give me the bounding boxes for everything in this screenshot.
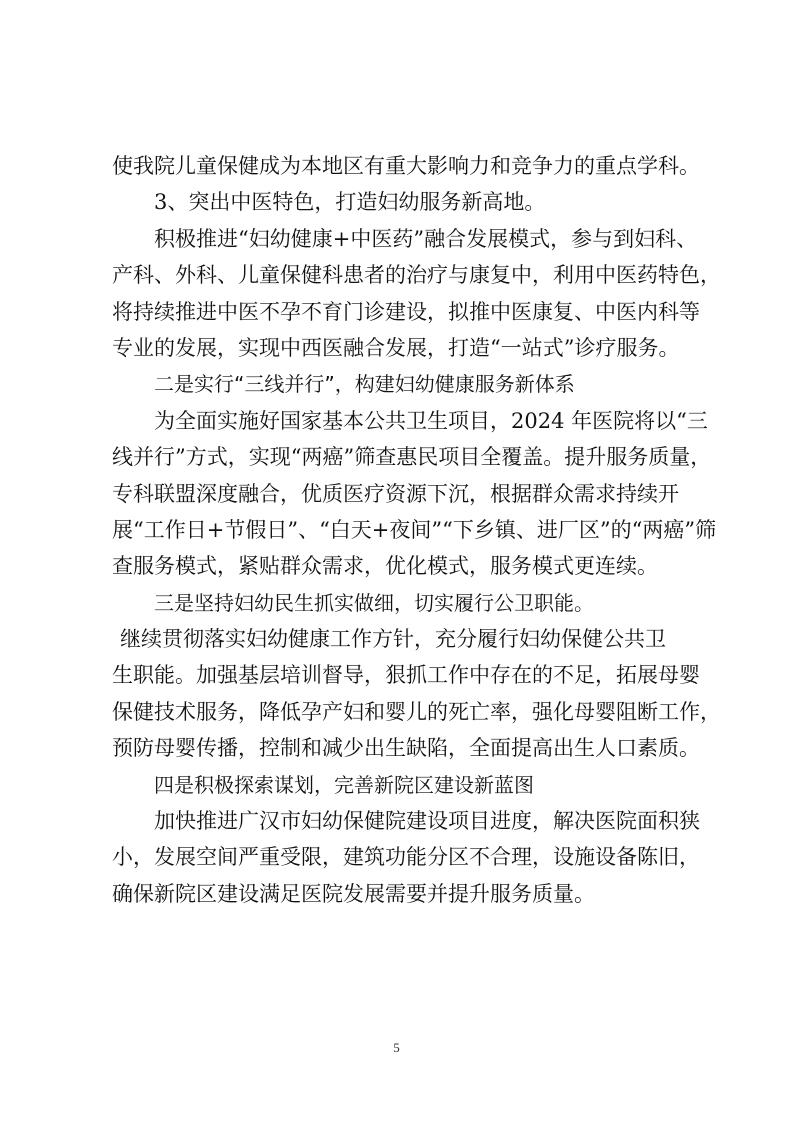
- section-heading: 3、突出中医特色，打造妇幼服务新高地。: [154, 190, 546, 215]
- text-line: 线并行”方式，实现“两癌”筛查惠民项目全覆盖。提升服务质量，: [112, 445, 712, 470]
- text-line: 继续贯彻落实妇幼健康工作方针，充分履行妇幼保健公共卫: [120, 627, 666, 652]
- text-line: 确保新院区建设满足医院发展需要并提升服务质量。: [112, 881, 595, 906]
- section-heading: 二是实行“三线并行”，构建妇幼健康服务新体系: [154, 372, 575, 397]
- text-line: 小，发展空间严重受限，建筑功能分区不合理，设施设备陈旧，: [112, 845, 700, 870]
- text-line: 预防母婴传播，控制和减少出生缺陷，全面提高出生人口素质。: [112, 736, 700, 761]
- text-line: 专科联盟深度融合，优质医疗资源下沉，根据群众需求持续开: [112, 481, 679, 506]
- body-text: [112, 148, 721, 912]
- section-heading: 三是坚持妇幼民生抓实做细，切实履行公卫职能。: [154, 590, 594, 615]
- text-line: 专业的发展，实现中西医融合发展，打造“一站式”诊疗服务。: [112, 335, 680, 360]
- section-heading: 四是积极探索谋划，完善新院区建设新蓝图: [154, 772, 534, 797]
- text-line: 加快推进广汉市妇幼保健院建设项目进度，解决医院面积狭: [154, 809, 700, 834]
- text-line: 生职能。加强基层培训督导，狠抓工作中存在的不足，拓展母婴: [112, 663, 700, 688]
- page-number: 5: [393, 1040, 400, 1055]
- text-line: 为全面实施好国家基本公共卫生项目，2024 年医院将以“三: [154, 408, 708, 433]
- text-line: 积极推进“妇幼健康+中医药”融合发展模式，参与到妇科、: [154, 226, 698, 251]
- text-line: 将持续推进中医不孕不育门诊建设，拟推中医康复、中医内科等: [112, 299, 700, 324]
- text-line: 使我院儿童保健成为本地区有重大影响力和竞争力的重点学科。: [112, 154, 700, 178]
- text-line: 保健技术服务，降低孕产妇和婴儿的死亡率，强化母婴阻断工作，: [112, 699, 721, 724]
- text-line: 产科、外科、儿童保健科患者的治疗与康复中，利用中医药特色，: [112, 263, 721, 288]
- text-line: 展“工作日+节假日”、“白天+夜间”“下乡镇、进厂区”的“两癌”筛: [112, 517, 717, 542]
- text-line: 查服务模式，紧贴群众需求，优化模式，服务模式更连续。: [112, 554, 658, 579]
